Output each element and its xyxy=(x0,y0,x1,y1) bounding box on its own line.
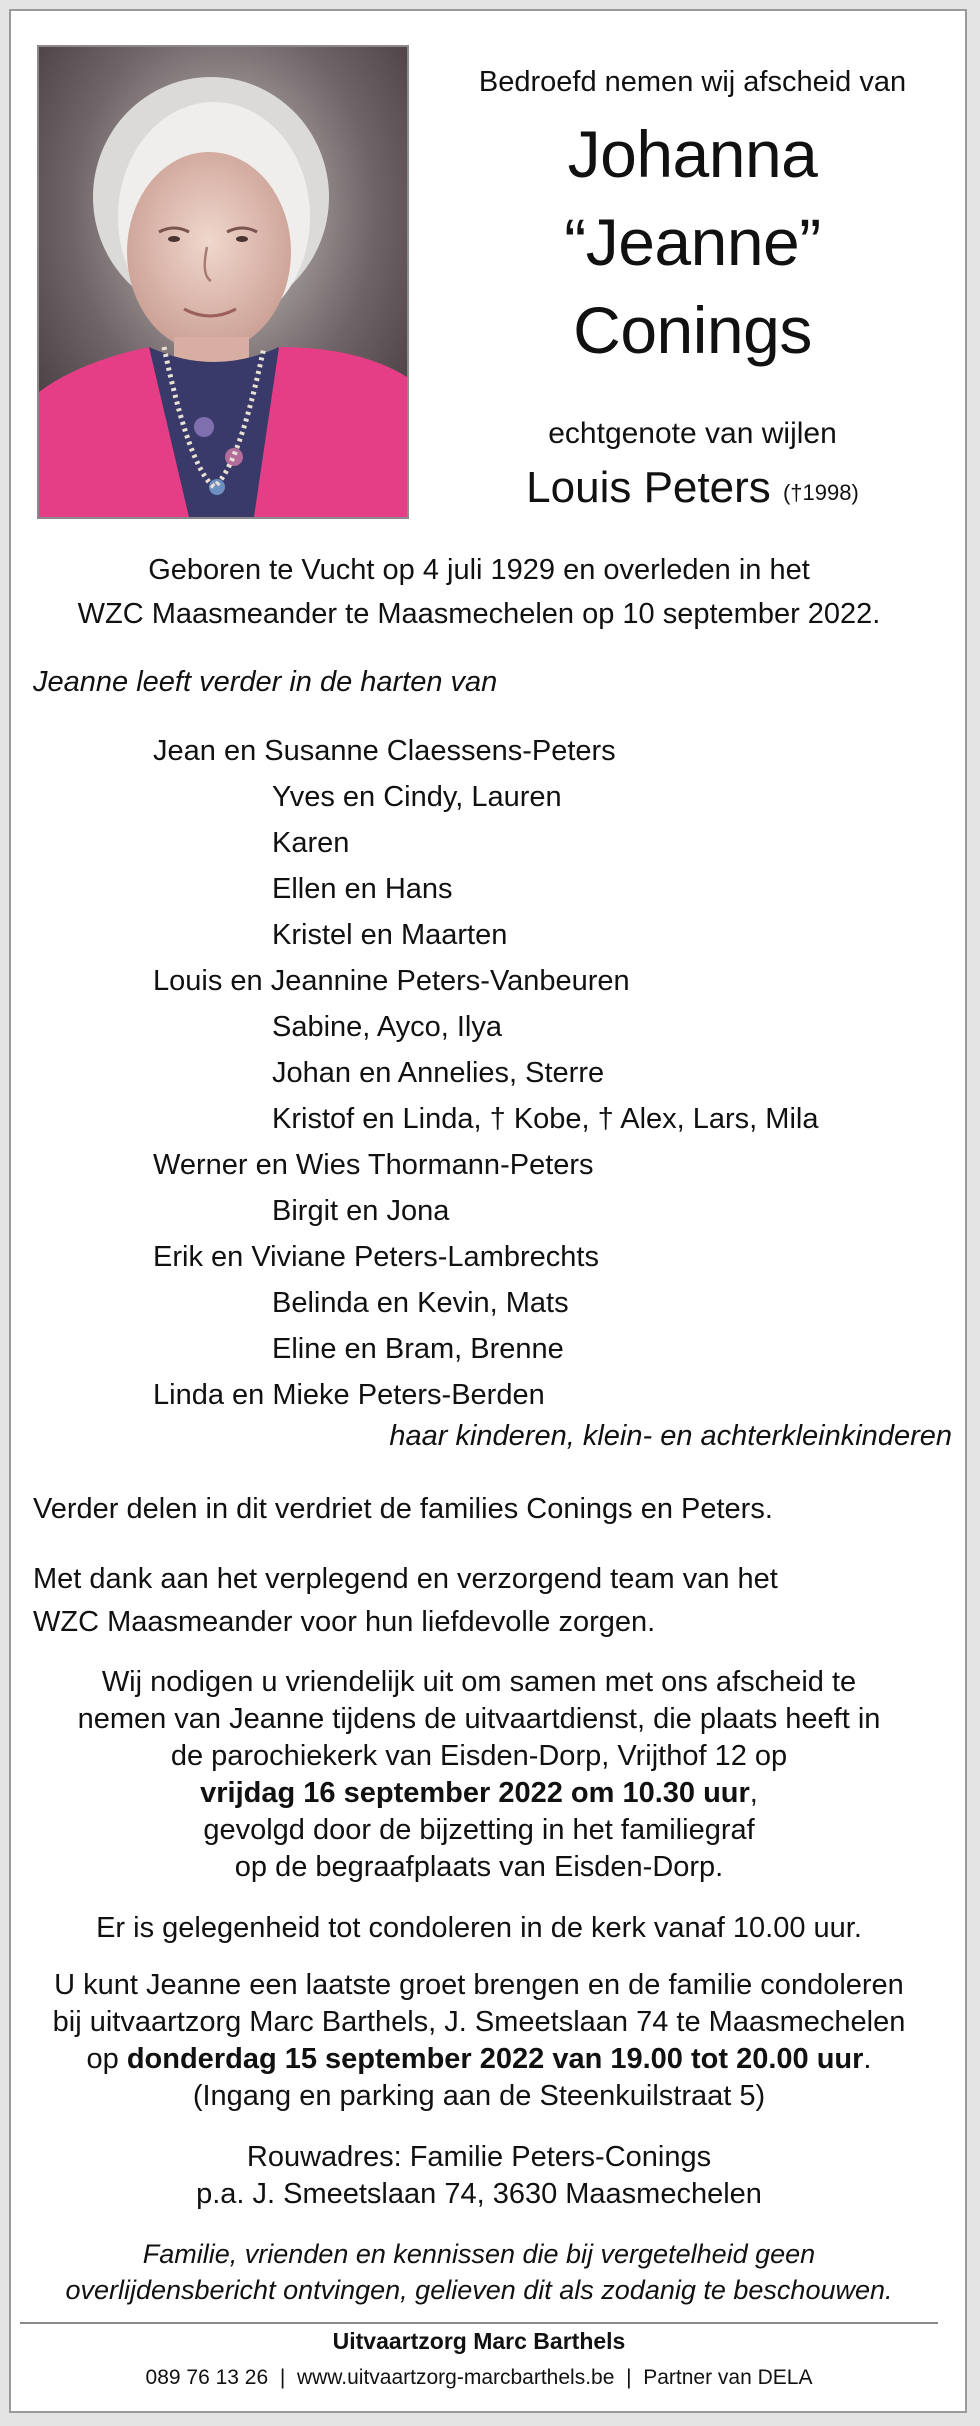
thanks-line-1: Met dank aan het verplegend en verzorgend team van het xyxy=(33,1563,778,1595)
family-member-row: Louis en Jeannine Peters-Vanbeuren xyxy=(153,965,630,997)
thanks-line-2: WZC Maasmeander voor hun liefdevolle zorgen. xyxy=(33,1606,656,1638)
birth-death-info xyxy=(20,548,938,636)
name-last: Conings xyxy=(573,293,812,367)
family-member-row: Eline en Bram, Brenne xyxy=(272,1333,564,1365)
condolence-line-2: bij uitvaartzorg Marc Barthels, J. Smeetslaan 74 te Maasmechelen xyxy=(52,2006,906,2038)
family-member-row: Karen xyxy=(272,827,350,859)
name-first: Johanna xyxy=(567,117,818,191)
family-heading: Jeanne leeft verder in de harten van xyxy=(33,666,498,698)
family-member-row: Yves en Cindy, Lauren xyxy=(272,781,562,813)
family-member-row: Kristof en Linda, † Kobe, † Alex, Lars, Mila xyxy=(272,1103,819,1135)
birth-line-2: WZC Maasmeander te Maasmechelen op 10 september 2022. xyxy=(77,598,881,630)
condolence-date-bold: donderdag 15 september 2022 van 19.00 tot 20.00 uur xyxy=(126,2043,864,2075)
family-member-row: Erik en Viviane Peters-Lambrechts xyxy=(153,1241,599,1273)
name-nickname: “Jeanne” xyxy=(564,205,821,279)
service-line-3: de parochiekerk van Eisden-Dorp, Vrijthof 12 op xyxy=(170,1740,788,1772)
spouse-prefix: echtgenote van wijlen xyxy=(548,417,837,450)
family-member-row: Birgit en Jona xyxy=(272,1195,450,1227)
family-member-row: Ellen en Hans xyxy=(272,873,453,905)
footer-website[interactable]: www.uitvaartzorg-marcbarthels.be xyxy=(296,2366,615,2389)
family-member-row: Linda en Mieke Peters-Berden xyxy=(153,1379,545,1411)
address-line-2: p.a. J. Smeetslaan 74, 3630 Maasmechelen xyxy=(196,2178,762,2210)
portrait-photo xyxy=(37,45,409,519)
birth-line-1: Geboren te Vucht op 4 juli 1929 en overleden in het xyxy=(148,554,810,586)
family-closing: haar kinderen, klein- en achterkleinkinderen xyxy=(389,1420,952,1452)
spouse-name: Louis Peters xyxy=(526,463,771,512)
intro-text: Bedroefd nemen wij afscheid van xyxy=(478,66,907,98)
spouse-line xyxy=(430,463,955,513)
service-line-1: Wij nodigen u vriendelijk uit om samen met ons afscheid te xyxy=(101,1666,857,1698)
footer-contact: 089 76 13 26 | www.uitvaartzorg-marcbarthels.be | Partner van DELA xyxy=(145,2366,813,2389)
condolence-line-4: (Ingang en parking aan de Steenkuilstraat 5) xyxy=(192,2080,766,2112)
spouse-death-year: (†1998) xyxy=(782,480,859,505)
family-member-row: Belinda en Kevin, Mats xyxy=(272,1287,569,1319)
church-condolence: Er is gelegenheid tot condoleren in de kerk vanaf 10.00 uur. xyxy=(96,1912,862,1944)
condolence-line-1: U kunt Jeanne een laatste groet brengen en de familie condoleren xyxy=(54,1969,904,2001)
notice-line-2: overlijdensbericht ontvingen, gelieven dit als zodanig te beschouwen. xyxy=(65,2275,893,2305)
service-line-6: op de begraafplaats van Eisden-Dorp. xyxy=(234,1851,724,1883)
family-member-row: Jean en Susanne Claessens-Peters xyxy=(153,735,616,767)
family-member-row: Kristel en Maarten xyxy=(272,919,508,951)
notice-line-1: Familie, vrienden en kennissen die bij vergetelheid geen xyxy=(142,2239,816,2269)
service-line-2: nemen van Jeanne tijdens de uitvaartdienst, die plaats heeft in xyxy=(77,1703,881,1735)
family-member-row: Werner en Wies Thormann-Peters xyxy=(153,1149,594,1181)
deceased-name xyxy=(430,110,955,374)
service-date: vrijdag 16 september 2022 om 10.30 uur, xyxy=(200,1777,758,1809)
family-member-row: Johan en Annelies, Sterre xyxy=(272,1057,605,1089)
footer-partner: Partner van DELA xyxy=(643,2366,813,2389)
funeral-home-name: Uitvaartzorg Marc Barthels xyxy=(332,2328,626,2354)
service-date-bold: vrijdag 16 september 2022 om 10.30 uur xyxy=(200,1777,750,1809)
address-line-1: Rouwadres: Familie Peters-Conings xyxy=(246,2141,712,2173)
sorrow-message: Verder delen in dit verdriet de families Conings en Peters. xyxy=(33,1493,773,1525)
service-line-5: gevolgd door de bijzetting in het familiegraf xyxy=(203,1814,755,1846)
family-member-row: Sabine, Ayco, Ilya xyxy=(272,1011,503,1043)
footer-divider xyxy=(20,2322,938,2324)
portrait-illustration xyxy=(39,47,407,517)
footer-phone: 089 76 13 26 xyxy=(145,2366,269,2389)
condolence-date: op donderdag 15 september 2022 van 19.00 tot 20.00 uur. xyxy=(86,2043,872,2075)
